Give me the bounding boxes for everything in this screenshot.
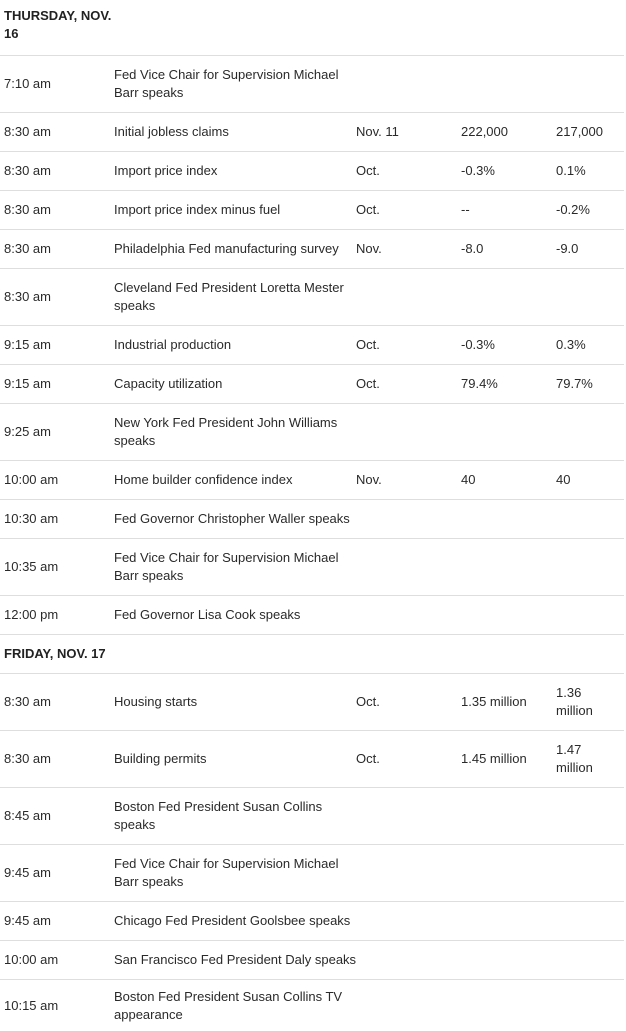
event-cell: Cleveland Fed President Loretta Mester speaks [114,280,344,313]
time-cell: 10:30 am [4,511,59,526]
period-cell: Oct. [356,694,380,709]
time-cell: 10:00 am [4,472,59,487]
event-cell: Housing starts [114,694,198,709]
event-cell: Initial jobless claims [114,124,229,139]
table-row [0,55,624,112]
day-header-row [0,634,624,673]
event-cell: Fed Vice Chair for Supervision Michael Barr speaks [114,550,339,583]
table-row [0,979,624,1031]
table-row [0,268,624,325]
event-cell: Home builder confidence index [114,472,293,487]
event-cell: Fed Governor Lisa Cook speaks [114,607,301,622]
table-row [0,673,624,730]
event-cell: Import price index minus fuel [114,202,281,217]
forecast-cell: 40 [461,472,476,487]
table-row [0,325,624,364]
period-cell: Oct. [356,751,380,766]
table-row [0,538,624,595]
time-cell: 8:30 am [4,289,51,304]
forecast-cell: -0.3% [461,163,495,178]
time-cell: 8:30 am [4,202,51,217]
time-cell: 8:30 am [4,751,51,766]
table-row [0,844,624,901]
table-row [0,787,624,844]
time-cell: 8:30 am [4,163,51,178]
time-cell: 7:10 am [4,76,51,91]
day-label: FRIDAY, NOV. 17 [4,646,106,661]
previous-cell: 40 [556,472,571,487]
event-cell: Capacity utilization [114,376,223,391]
time-cell: 9:45 am [4,913,51,928]
time-cell: 10:35 am [4,559,59,574]
table-row [0,403,624,460]
event-cell: Chicago Fed President Goolsbee speaks [114,913,351,928]
table-row [0,460,624,499]
time-cell: 8:45 am [4,808,51,823]
period-cell: Nov. [356,241,382,256]
time-cell: 10:15 am [4,997,59,1013]
event-cell: Fed Vice Chair for Supervision Michael Barr speaks [114,67,339,100]
period-cell: Oct. [356,376,380,391]
table-row [0,595,624,634]
previous-cell: 1.36 million [556,685,593,718]
period-cell: Nov. [356,472,382,487]
period-cell: Oct. [356,202,380,217]
event-cell: Fed Vice Chair for Supervision Michael Barr speaks [114,856,339,889]
table-row [0,730,624,787]
time-cell: 12:00 pm [4,607,59,622]
previous-cell: 1.47 million [556,742,593,775]
table-row [0,364,624,403]
event-cell: Import price index [114,163,218,178]
table-row [0,151,624,190]
forecast-cell: 222,000 [461,124,508,139]
forecast-cell: 1.45 million [461,751,527,766]
time-cell: 8:30 am [4,241,51,256]
day-label: THURSDAY, NOV. 16 [4,8,112,41]
period-cell: Oct. [356,163,380,178]
event-cell: San Francisco Fed President Daly speaks [114,952,357,967]
event-cell: Fed Governor Christopher Waller speaks [114,511,350,526]
previous-cell: 217,000 [556,124,603,139]
event-cell: Philadelphia Fed manufacturing survey [114,241,339,256]
period-cell: Nov. 11 [356,124,399,139]
forecast-cell: -8.0 [461,241,484,256]
time-cell: 9:15 am [4,337,51,352]
event-cell: Boston Fed President Susan Collins TV appearance [114,988,343,1022]
table-row [0,499,624,538]
time-cell: 9:25 am [4,424,51,439]
previous-cell: -9.0 [556,241,579,256]
table-row [0,190,624,229]
event-cell: Industrial production [114,337,232,352]
table-row [0,229,624,268]
time-cell: 10:00 am [4,952,59,967]
time-cell: 8:30 am [4,694,51,709]
table-row [0,940,624,979]
table-row [0,901,624,940]
event-cell: Boston Fed President Susan Collins speaks [114,799,323,832]
forecast-cell: -0.3% [461,337,495,352]
day-header-row [0,0,624,55]
time-cell: 8:30 am [4,124,51,139]
previous-cell: 0.1% [556,163,586,178]
time-cell: 9:45 am [4,865,51,880]
forecast-cell: -- [461,202,470,217]
previous-cell: -0.2% [556,202,590,217]
forecast-cell: 79.4% [461,376,498,391]
forecast-cell: 1.35 million [461,694,527,709]
event-cell: Building permits [114,751,207,766]
table-row [0,112,624,151]
time-cell: 9:15 am [4,376,51,391]
previous-cell: 0.3% [556,337,586,352]
event-cell: New York Fed President John Williams speaks [114,415,338,448]
period-cell: Oct. [356,337,380,352]
previous-cell: 79.7% [556,376,593,391]
